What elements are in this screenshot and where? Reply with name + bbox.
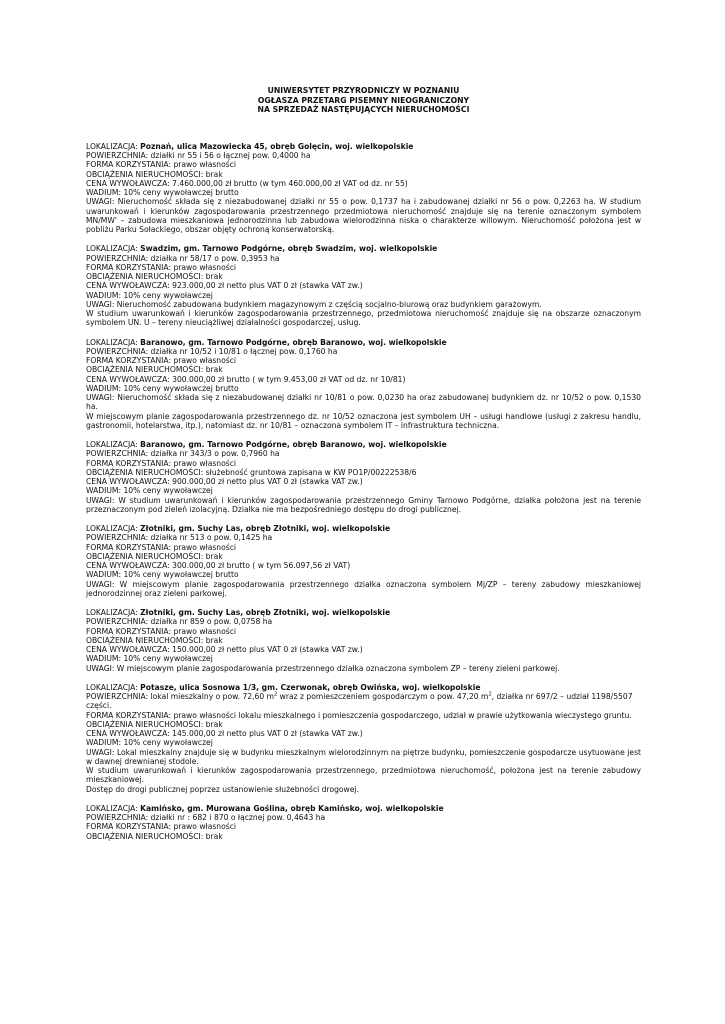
listing-encumbrance: OBCIĄŻENIA NIERUCHOMOŚCI: brak bbox=[86, 551, 223, 561]
listing-price: CENA WYWOŁAWCZA: 300.000,00 zł brutto ( w tym 56.097,56 zł VAT) bbox=[86, 561, 351, 571]
location-value: Złotniki, gm. Suchy Las, obręb Złotniki, woj. wielkopolskie bbox=[140, 524, 391, 534]
document-header bbox=[86, 86, 641, 115]
area-part-flat: POWIERZCHNIA: lokal mieszkalny o pow. 72,60 m bbox=[86, 692, 275, 702]
listing-notes: UWAGI: W miejscowym planie zagospodarowania przestrzennego działka oznaczona symbolem ZP – tereny zieleni parkowej. bbox=[86, 663, 560, 673]
location-label: LOKALIZACJA: bbox=[86, 682, 141, 692]
header-subject: NA SPRZEDAŻ NASTĘPUJĄCYCH NIERUCHOMOŚCI bbox=[257, 105, 470, 115]
listing-area: POWIERZCHNIA: działki nr 55 i 56 o łącznej pow. 0,4000 ha bbox=[86, 151, 311, 161]
listing-notes: UWAGI: Nieruchomość składa się z niezabudowanej działki nr 55 o pow. 0,1737 ha i zabudowanej działki nr 56 o pow. 0,2263 ha. W studium uwarunkowań i kierunków zagospodarowania przestrzennego przedmiotowa nieruchomość znajduje się na terenie oznaczonym symbolem MN/MW' – zabudowa mieszkaniowa jednorodzinna lub zabudowa wielorodzinna niska o charakterze willowym. Nieruchomość położona jest w pobliżu Parku Sołackiego, obszar objęty ochroną konserwatorską. bbox=[86, 197, 641, 235]
location-label: LOKALIZACJA: bbox=[86, 141, 141, 151]
location-label: LOKALIZACJA: bbox=[86, 803, 141, 813]
property-listing bbox=[86, 524, 641, 598]
superscript-square: 2 bbox=[488, 691, 492, 698]
listing-deposit: WADIUM: 10% ceny wywoławczej bbox=[86, 654, 213, 664]
listing-notes: UWAGI: Nieruchomość składa się z niezabudowanej działki nr 10/81 o pow. 0,0230 ha oraz zabudowanej budynkiem dz. nr 10/52 o pow. 0,1530 ha. bbox=[86, 393, 641, 412]
listing-notes: UWAGI: W miejscowym planie zagospodarowania przestrzennego działka oznaczona symbolem Mj/ZP – tereny zabudowy mieszkaniowej jednorodzinnej oraz zieleni parkowej. bbox=[86, 579, 641, 598]
location-value: Baranowo, gm. Tarnowo Podgórne, obręb Baranowo, woj. wielkopolskie bbox=[140, 337, 447, 347]
listing-price: CENA WYWOŁAWCZA: 300.000,00 zł brutto ( w tym 9.453,00 zł VAT od dz. nr 10/81) bbox=[86, 374, 406, 384]
property-listing bbox=[86, 338, 641, 431]
listing-notes: UWAGI: Nieruchomość zabudowana budynkiem magazynowym z częścią socjalno-biurową oraz budynkiem garażowym. bbox=[86, 299, 542, 309]
property-listing bbox=[86, 440, 641, 514]
location-label: LOKALIZACJA: bbox=[86, 337, 141, 347]
listing-area: POWIERZCHNIA: działka nr 859 o pow. 0,0758 ha bbox=[86, 617, 273, 627]
listing-notes-zoning: W miejscowym planie zagospodarowania przestrzennego dz. nr 10/52 oznaczona jest symbolem UH – usługi handlowe (usługi z zakresu handlu, gastronomii, hotelarstwa, itp.), natomiast dz. nr 10/81 – oznaczona symbolem IT – infrastruktura techniczna. bbox=[86, 411, 641, 430]
listing-area bbox=[86, 692, 641, 711]
listing-deposit: WADIUM: 10% ceny wywoławczej bbox=[86, 486, 213, 496]
listing-notes-zoning: W studium uwarunkowań i kierunków zagospodarowania przestrzennego, przedmiotowa nieruchomość, położona jest na terenie zabudowy mieszkaniowej. bbox=[86, 766, 641, 785]
listing-price: CENA WYWOŁAWCZA: 7.460.000,00 zł brutto (w tym 460.000,00 zł VAT od dz. nr 55) bbox=[86, 178, 408, 188]
listing-notes: UWAGI: W studium uwarunkowań i kierunków zagospodarowania przestrzennego Gminy Tarnowo Podgórne, działka położona jest na terenie przeznaczonym pod zieleń izolacyjną. Działka nie ma bezpośredniego dostępu do drogi publicznej. bbox=[86, 495, 641, 514]
listing-encumbrance: OBCIĄŻENIA NIERUCHOMOŚCI: brak bbox=[86, 719, 223, 729]
listing-location bbox=[86, 524, 641, 533]
listing-notes-access: Dostęp do drogi publicznej poprzez ustanowienie służebności drogowej. bbox=[86, 784, 359, 794]
listing-ownership: FORMA KORZYSTANIA: prawo własności lokalu mieszkalnego i pomieszczenia gospodarczego, udział w prawie użytkowania wieczystego gruntu. bbox=[86, 710, 632, 720]
listing-ownership: FORMA KORZYSTANIA: prawo własności bbox=[86, 822, 237, 832]
document-page bbox=[86, 86, 641, 851]
location-value: Poznań, ulica Mazowiecka 45, obręb Golęcin, woj. wielkopolskie bbox=[140, 141, 414, 151]
listing-location bbox=[86, 244, 641, 253]
property-listing bbox=[86, 608, 641, 673]
superscript-square: 2 bbox=[274, 691, 278, 698]
location-value: Baranowo, gm. Tarnowo Podgórne, obręb Baranowo, woj. wielkopolskie bbox=[140, 440, 447, 450]
header-announcement: OGŁASZA PRZETARG PISEMNY NIEOGRANICZONY bbox=[257, 95, 470, 105]
listing-location bbox=[86, 608, 641, 617]
location-label: LOKALIZACJA: bbox=[86, 244, 141, 254]
listing-area: POWIERZCHNIA: działka nr 10/52 i 10/81 o łącznej pow. 0,1760 ha bbox=[86, 346, 338, 356]
listing-area: POWIERZCHNIA: działka nr 513 o pow. 0,1425 ha bbox=[86, 533, 273, 543]
listing-notes: UWAGI: Lokal mieszkalny znajduje się w budynku mieszkalnym wielorodzinnym na piętrze budynku, pomieszczenie gospodarcze usytuowane jest w dawnej drewnianej stodole. bbox=[86, 747, 641, 766]
property-listing bbox=[86, 804, 641, 841]
property-listing bbox=[86, 142, 641, 235]
listing-deposit: WADIUM: 10% ceny wywoławczej brutto bbox=[86, 383, 239, 393]
location-value: Potasze, ulica Sosnowa 1/3, gm. Czerwonak, obręb Owińska, woj. wielkopolskie bbox=[140, 682, 481, 692]
listing-location bbox=[86, 683, 641, 692]
listing-encumbrance: OBCIĄŻENIA NIERUCHOMOŚCI: służebność gruntowa zapisana w KW PO1P/00222538/6 bbox=[86, 467, 417, 477]
listing-location bbox=[86, 142, 641, 151]
listing-deposit: WADIUM: 10% ceny wywoławczej bbox=[86, 290, 213, 300]
listing-encumbrance: OBCIĄŻENIA NIERUCHOMOŚCI: brak bbox=[86, 831, 223, 841]
listing-notes-zoning: W studium uwarunkowań i kierunków zagospodarowania przestrzennego, przedmiotowa nieruchomość znajduje się na obszarze oznaczonym symbolem UN. U – tereny nieuciążliwej działalności gospodarczej, usług. bbox=[86, 309, 641, 328]
listing-encumbrance: OBCIĄŻENIA NIERUCHOMOŚCI: brak bbox=[86, 635, 223, 645]
listing-area: POWIERZCHNIA: działka nr 58/17 o pow. 0,3953 ha bbox=[86, 253, 280, 263]
location-value: Złotniki, gm. Suchy Las, obręb Złotniki, woj. wielkopolskie bbox=[140, 608, 391, 618]
listing-deposit: WADIUM: 10% ceny wywoławczej brutto bbox=[86, 570, 239, 580]
area-part-storage: wraz z pomieszczeniem gospodarczym o pow. 47,20 m bbox=[277, 692, 489, 702]
listing-area: POWIERZCHNIA: działka nr 343/3 o pow. 0,7960 ha bbox=[86, 449, 280, 459]
listing-ownership: FORMA KORZYSTANIA: prawo własności bbox=[86, 542, 237, 552]
property-listing bbox=[86, 244, 641, 327]
listing-location bbox=[86, 440, 641, 449]
listing-location bbox=[86, 338, 641, 347]
listing-area: POWIERZCHNIA: działki nr : 682 i 870 o łącznej pow. 0,4643 ha bbox=[86, 813, 326, 823]
listing-deposit: WADIUM: 10% ceny wywoławczej brutto bbox=[86, 188, 239, 198]
listing-ownership: FORMA KORZYSTANIA: prawo własności bbox=[86, 458, 237, 468]
listing-ownership: FORMA KORZYSTANIA: prawo własności bbox=[86, 626, 237, 636]
listing-ownership: FORMA KORZYSTANIA: prawo własności bbox=[86, 262, 237, 272]
listing-encumbrance: OBCIĄŻENIA NIERUCHOMOŚCI: brak bbox=[86, 272, 223, 282]
listing-encumbrance: OBCIĄŻENIA NIERUCHOMOŚCI: brak bbox=[86, 365, 223, 375]
location-value: Kamińsko, gm. Murowana Goślina, obręb Kamińsko, woj. wielkopolskie bbox=[140, 803, 444, 813]
property-listing bbox=[86, 683, 641, 794]
listing-location bbox=[86, 804, 641, 813]
listing-price: CENA WYWOŁAWCZA: 923.000,00 zł netto plus VAT 0 zł (stawka VAT zw.) bbox=[86, 281, 363, 291]
listing-price: CENA WYWOŁAWCZA: 150.000,00 zł netto plus VAT 0 zł (stawka VAT zw.) bbox=[86, 645, 363, 655]
location-label: LOKALIZACJA: bbox=[86, 608, 141, 618]
listing-deposit: WADIUM: 10% ceny wywoławczej bbox=[86, 738, 213, 748]
listing-ownership: FORMA KORZYSTANIA: prawo własności bbox=[86, 160, 237, 170]
listing-encumbrance: OBCIĄŻENIA NIERUCHOMOŚCI: brak bbox=[86, 169, 223, 179]
listing-price: CENA WYWOŁAWCZA: 900.000,00 zł netto plus VAT 0 zł (stawka VAT zw.) bbox=[86, 477, 363, 487]
location-label: LOKALIZACJA: bbox=[86, 524, 141, 534]
listing-price: CENA WYWOŁAWCZA: 145.000,00 zł netto plus VAT 0 zł (stawka VAT zw.) bbox=[86, 729, 363, 739]
area-part-plot: , działka nr 697/2 – udział 1198/5507 części. bbox=[86, 692, 633, 711]
listing-ownership: FORMA KORZYSTANIA: prawo własności bbox=[86, 356, 237, 366]
header-university: UNIWERSYTET PRZYRODNICZY W POZNANIU bbox=[267, 86, 460, 95]
location-value: Swadzim, gm. Tarnowo Podgórne, obręb Swadzim, woj. wielkopolskie bbox=[140, 244, 438, 254]
location-label: LOKALIZACJA: bbox=[86, 440, 141, 450]
